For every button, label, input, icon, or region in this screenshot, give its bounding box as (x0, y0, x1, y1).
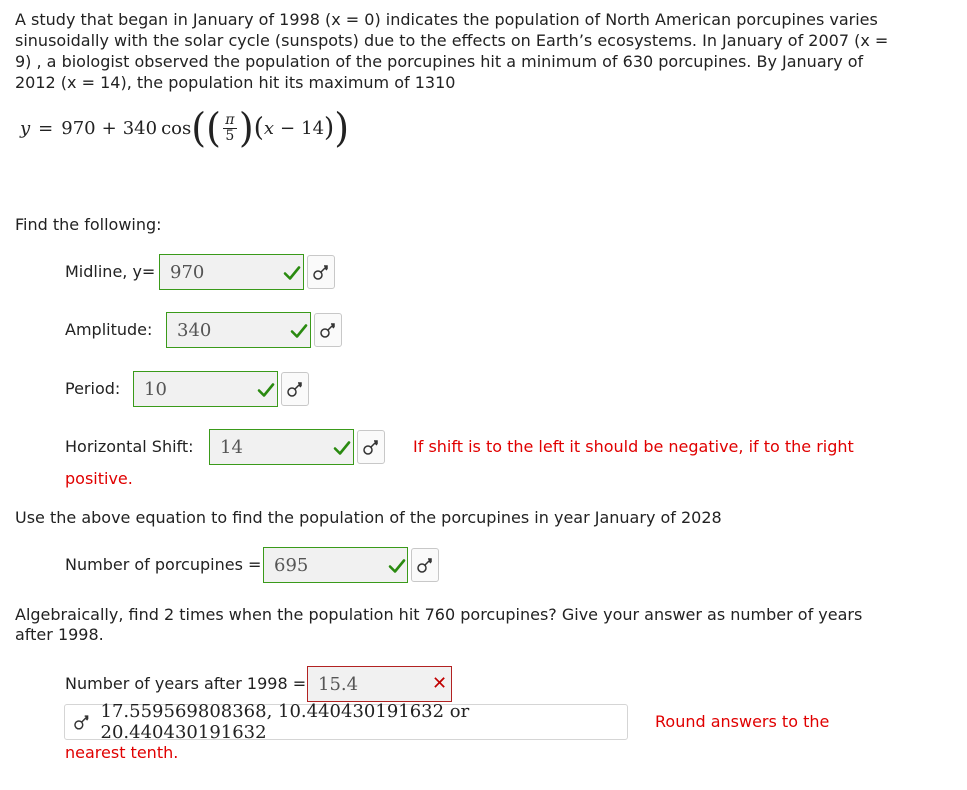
key-button[interactable] (307, 255, 335, 289)
key-icon (286, 380, 304, 398)
years-input[interactable]: 15.4 (307, 666, 452, 702)
paren-close-outer: ) (334, 104, 350, 152)
paren-close-inner: ) (238, 104, 254, 152)
equation-coefficient: 340 (122, 117, 158, 139)
key-icon (319, 321, 337, 339)
equation-var: x (263, 117, 275, 139)
key-button[interactable] (314, 313, 342, 347)
amplitude-label: Amplitude: (65, 320, 153, 339)
key-button[interactable] (357, 430, 385, 464)
algebra-prompt: Algebraically, find 2 times when the population hit 760 porcupines? Give your answer as number of years after 1998. (15, 605, 863, 644)
check-icon (283, 264, 301, 282)
shift-hint-line2: positive. (65, 469, 133, 488)
paren-open-inner: ( (206, 104, 221, 152)
correct-answer-text: 17.559569808368, 10.440430191632 or 20.440430191632 (100, 701, 470, 743)
period-input[interactable]: 10 (133, 371, 278, 407)
equation-lhs: y (20, 117, 31, 139)
shift-hint-line1: If shift is to the left it should be negative, if to the right (413, 437, 854, 456)
key-button[interactable] (411, 548, 439, 582)
check-icon (333, 439, 351, 457)
cross-icon: ✕ (432, 673, 448, 694)
check-icon (290, 322, 308, 340)
equation-minus: − (280, 117, 296, 139)
equation-shift: 14 (301, 117, 325, 139)
round-hint-line2: nearest tenth. (65, 743, 179, 762)
porcupines-label: Number of porcupines = (65, 555, 262, 574)
paren-open-outer: ( (191, 104, 207, 152)
fraction-denominator: 5 (225, 127, 235, 144)
horizontal-shift-input[interactable]: 14 (209, 429, 354, 465)
key-button[interactable] (281, 372, 309, 406)
round-hint-line1: Round answers to the (655, 712, 830, 731)
check-icon (257, 381, 275, 399)
population-prompt: Use the above equation to find the population of the porcupines in year January of 2028 (15, 508, 722, 527)
find-label: Find the following: (15, 215, 162, 234)
years-label: Number of years after 1998 = (65, 674, 307, 693)
period-label: Period: (65, 379, 121, 398)
check-icon (388, 557, 406, 575)
equation-plus: + (101, 117, 117, 139)
equation-equals: = (38, 117, 54, 139)
paren-close-x: ) (324, 113, 335, 143)
key-icon (312, 263, 330, 281)
midline-label: Midline, y= (65, 262, 156, 281)
key-icon (362, 438, 380, 456)
equation-constant: 970 (61, 117, 96, 139)
amplitude-input[interactable]: 340 (166, 312, 311, 348)
equation (20, 104, 350, 152)
pi-over-five-fraction (223, 113, 237, 144)
correct-answer-box (64, 701, 628, 743)
midline-input[interactable]: 970 (159, 254, 304, 290)
question-intro: A study that began in January of 1998 (x = 0) indicates the population of North American porcupines varies sinusoidally with the solar cycle (sunspots) due to the effects on Earth’s ecosystems. In January of 2007 (x = 9) , a biologist observed the population of the porcupines hit a minimum of 630 porcupines. By January of 2012 (x = 14), the population hit its maximum of 1310 (15, 10, 889, 92)
fraction-numerator: π (225, 111, 235, 128)
equation-func: cos (161, 117, 192, 139)
key-icon (416, 556, 434, 574)
horizontal-shift-label: Horizontal Shift: (65, 437, 194, 456)
key-icon (73, 713, 91, 731)
porcupines-input[interactable]: 695 (263, 547, 408, 583)
paren-open-x: ( (253, 113, 264, 143)
